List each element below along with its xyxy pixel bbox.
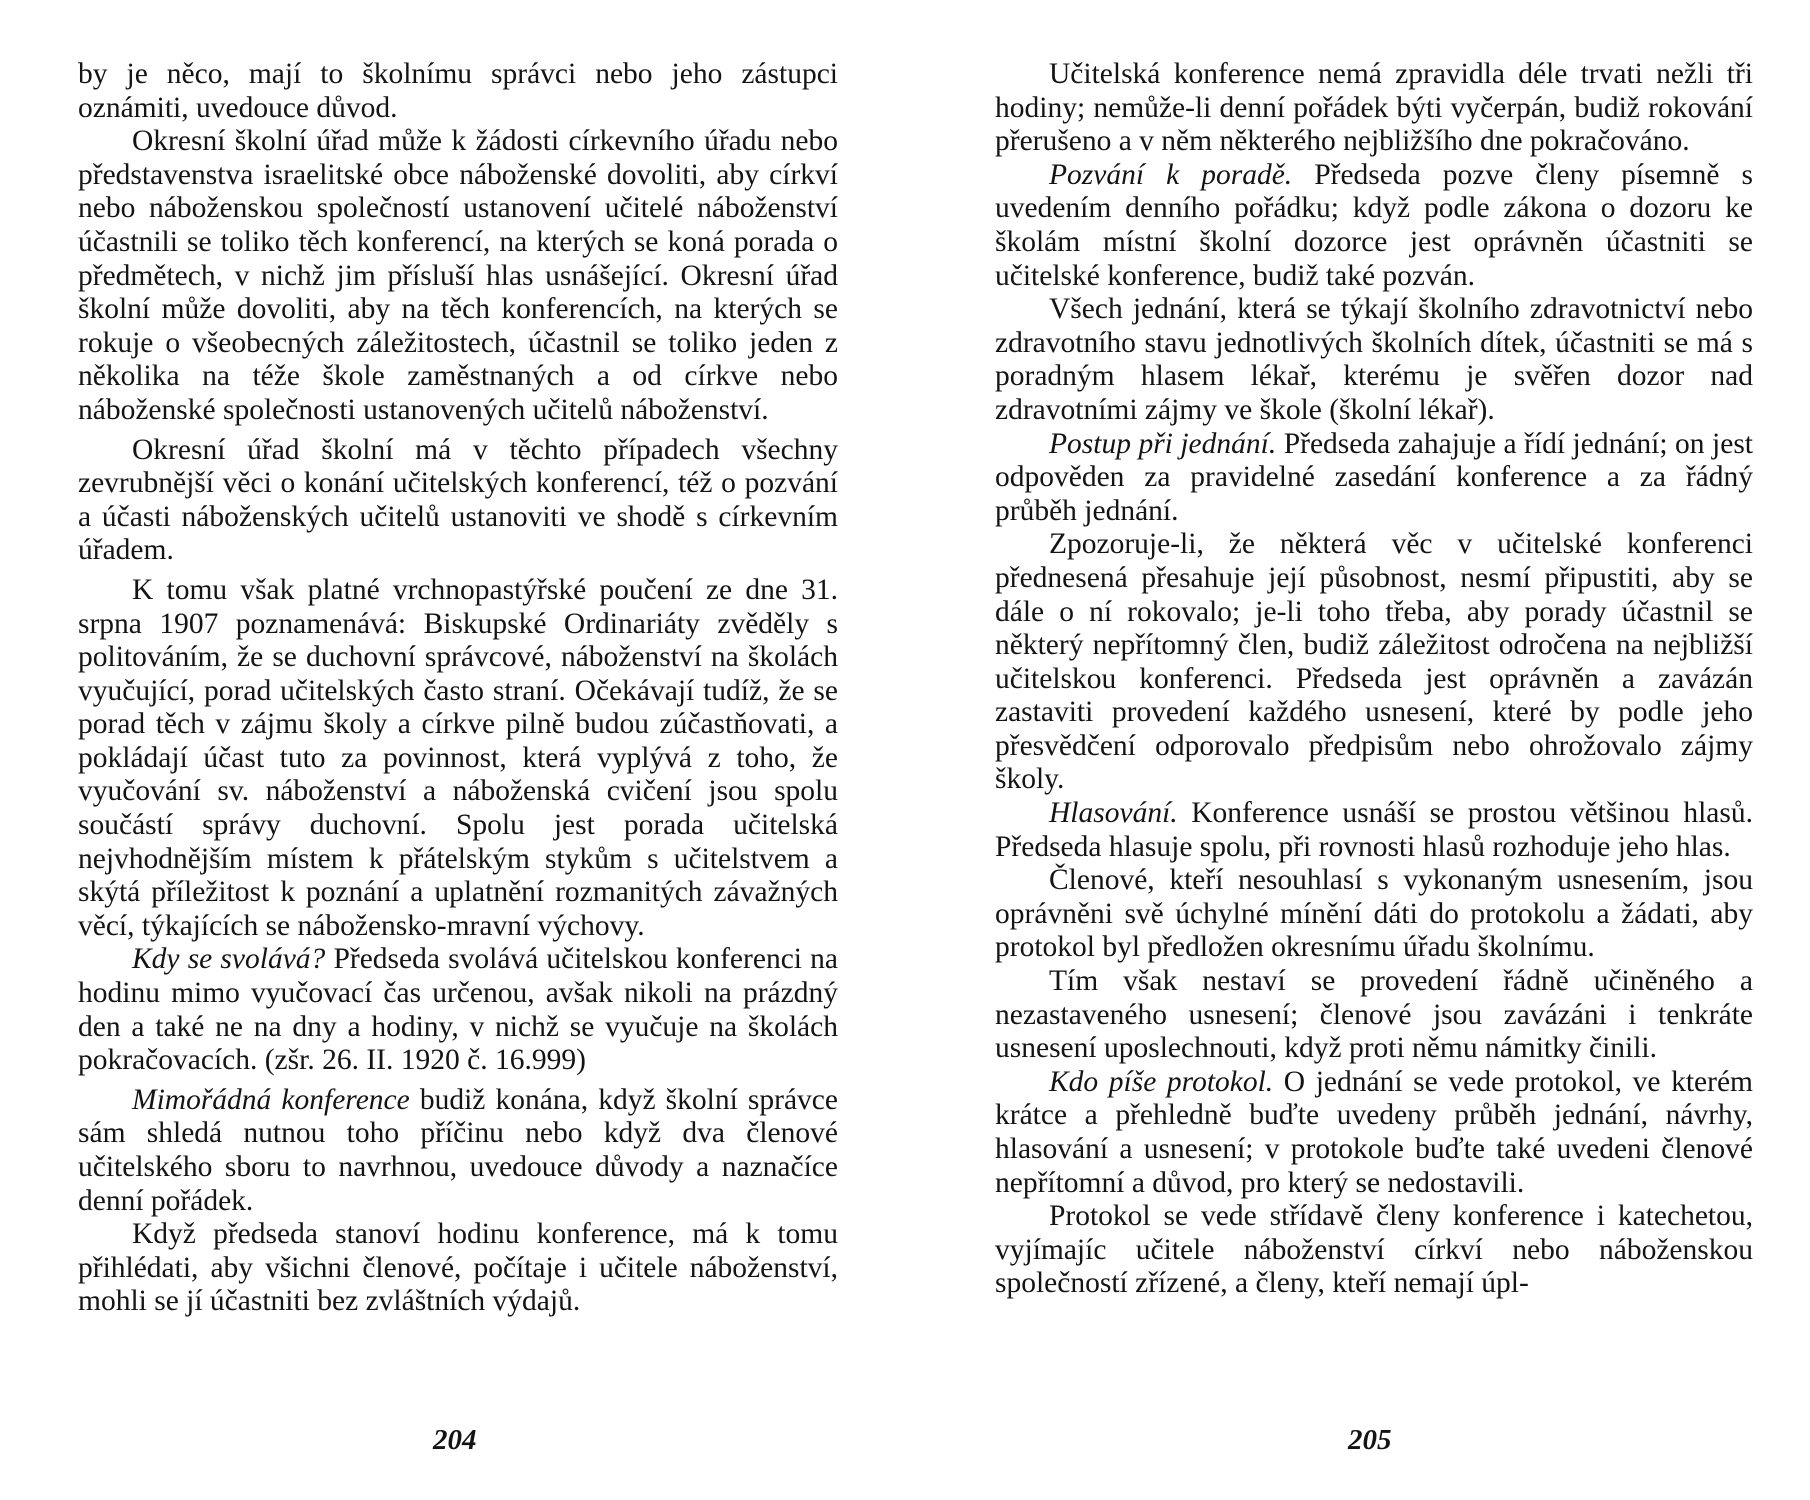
paragraph-text: Učitelská konference nemá zpravidla déle trvati nežli tři hodiny; nemůže-li denní pořádek býti vyčerpán, budiž rokování přerušeno a v něm některého nejbližšího dne pokračováno. [995,58,1753,158]
paragraph-text: Předseda svolává učitelskou konferenci na hodinu mimo vyučovací čas určenou, avšak nikoli na prázdný den a také ne na dny a hodiny, v nichž se vyučuje na školách pokračovacích. (zšr. 26. II. 1920 č. 16.999) [78,943,838,1077]
paragraph-text: Předseda pozve členy písemně s uvedením denního pořádku; když podle zákona o dozoru ke školám místní školní dozorce jest oprávněn účastniti se učitelské konference, budiž také pozván. [995,158,1753,292]
paragraph [995,1066,1753,1200]
paragraph [78,574,838,944]
right-text-column [995,58,1753,1301]
page-number: 205 [1348,1424,1392,1456]
paragraph-text: Okresní úřad školní má v těchto případech všechny zevrubnější věci o konání učitelských konferencí, též o pozvání a účasti náboženských učitelů ustanoviti ve shodě s církevním úřadem. [78,433,838,567]
paragraph [995,797,1753,864]
paragraph [995,159,1753,293]
paragraph-text: by je něco, mají to školnímu správci nebo jeho zástupci oznámiti, uvedouce důvod. [78,58,838,124]
paragraph-text: Předseda zahajuje a řídí jednání; on jest odpověden za pravidelné zasedání konference a za řádný průběh jednání. [995,427,1754,527]
section-heading: Mimořádná konference [132,1083,410,1116]
paragraph [995,965,1753,1066]
paragraph [995,293,1753,427]
section-heading: Hlasování. [1049,797,1178,830]
right-page [905,0,1810,1500]
paragraph-text: Okresní školní úřad může k žádosti církevního úřadu nebo představenstva israelitské obce náboženské dovoliti, aby církví nebo náboženskou společností ustanovení učitelé náboženství účastnili se toliko těch konferencí, na kterých se koná porada o předmětech, v nichž jim přísluší hlas usnášející. Okresní úřad školní může dovoliti, aby na těch konferencích, na kterých se rokuje o všeobecných záležitostech, účastnil se toliko jeden z několika na téže škole zaměstnaných a od církve nebo náboženské společnosti ustanovených učitelů náboženství. [78,125,838,426]
paragraph-text: Když předseda stanoví hodinu konference, má k tomu přihlédati, aby všichni členové, počítaje i učitele náboženství, mohli se jí účastniti bez zvláštních výdajů. [78,1218,838,1318]
paragraph [995,1200,1753,1301]
paragraph-text: Protokol se vede střídavě členy konference i katechetou, vyjímajíc učitele náboženství církví nebo náboženskou společností zřízené, a členy, kteří nemají úpl- [995,1200,1753,1300]
paragraph-text: K tomu však platné vrchnopastýřské poučení ze dne 31. srpna 1907 poznamenává: Biskupské Ordinariáty zvěděly s politováním, že se duchovní správcové, náboženství na školách vyučující, porad učitelských často straní. Očekávají tudíž, že se porad těch v zájmu školy a církve pilně budou zúčastňovati, a pokládají účast tuto za povinnost, která vyplývá z toho, že vyučování sv. náboženství a náboženská cvičení jsou spolu součástí správy duchovní. Spolu jest porada učitelská nejvhodnějším místem k přátelským stykům s učitelstvem a skýtá příležitost k poznání a uplatnění rozmanitých závažných věcí, týkajících se nábožensko-mravní výchovy. [78,573,838,942]
paragraph-text: Tím však nestaví se provedení řádně učiněného a nezastaveného usnesení; členové jsou zavázáni i tenkráte usnesení uposlechnouti, když proti němu námitky činili. [995,965,1753,1065]
paragraph-text: Členové, kteří nesouhlasí s vykonaným usnesením, jsou oprávněni svě úchylné mínění dáti do protokolu a žádati, aby protokol byl předložen okresnímu úřadu školnímu. [995,864,1753,964]
paragraph [995,864,1753,965]
paragraph-text: Konference usnáší se prostou většinou hlasů. Předseda hlasuje spolu, při rovnosti hlasů rozhoduje jeho hlas. [995,797,1753,863]
paragraph [995,428,1753,529]
paragraph [78,1218,838,1319]
paragraph-text: budiž konána, když školní správce sám shledá nutnou toho příčinu nebo když dva členové učitelského sboru to navrhnou, uvedouce důvody a naznačíce denní pořádek. [78,1083,838,1217]
paragraph [78,1084,838,1218]
paragraph-text: Zpozoruje-li, že některá věc v učitelské konferenci přednesená přesahuje její působnost, nesmí připustiti, aby se dále o ní rokovalo; je-li toho třeba, aby porady účastnil se některý nepřítomný člen, budiž záležitost odročena na nejbližší učitelskou konferenci. Předseda jest oprávněn a zavázán zastaviti provedení každého usnesení, které by podle jeho přesvědčení odporovalo předpisům nebo ohrožovalo zájmy školy. [995,528,1753,796]
section-heading: Pozvání k poradě. [1049,158,1293,191]
section-heading: Postup při jednání. [1049,427,1277,460]
paragraph-text: Všech jednání, která se týkají školního zdravotnictví nebo zdravotního stavu jednotlivých školních dítek, účastniti se má s poradným hlasem lékař, kterému je svěřen dozor nad zdravotními zájmy ve škole (školní lékař). [995,293,1753,426]
page-number: 204 [433,1424,477,1456]
paragraph [995,58,1753,159]
section-heading: Kdy se svolává? [132,943,326,976]
section-heading: Kdo píše protokol. [1049,1065,1274,1098]
paragraph [78,125,838,427]
paragraph-text: O jednání se vede protokol, ve kterém krátce a přehledně buďte uvedeny průběh jednání, návrhy, hlasování a usnesení; v protokole buďte také uvedeni členové nepřítomní a důvod, pro který se nedostavili. [995,1065,1753,1199]
paragraph [995,528,1753,797]
paragraph [78,58,838,125]
paragraph [78,434,838,568]
paragraph [78,943,838,1077]
left-text-column [78,58,838,1319]
